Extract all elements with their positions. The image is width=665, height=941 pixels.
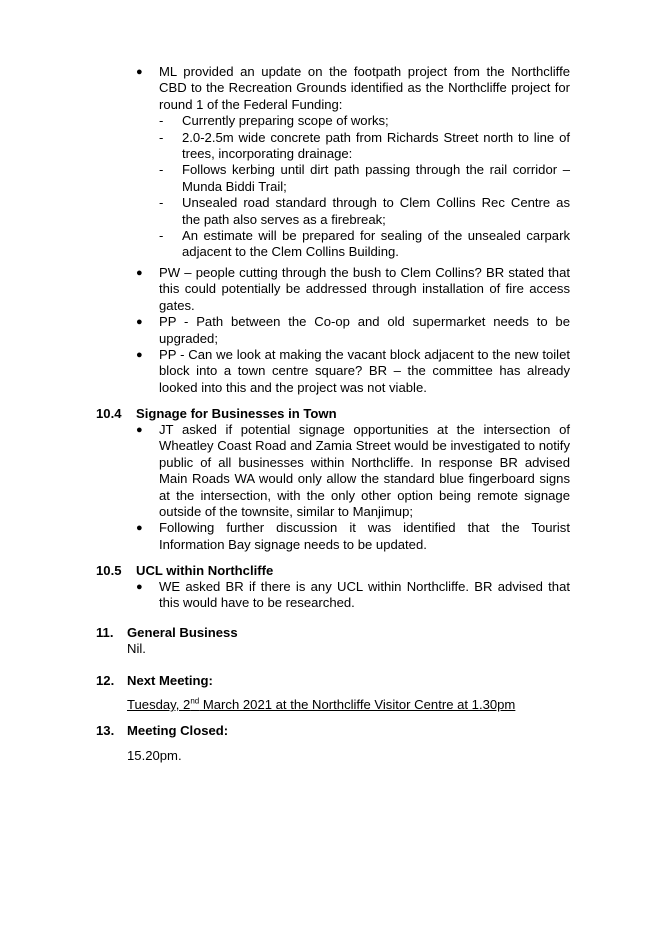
bullet-text: PW – people cutting through the bush to Clem Collins? BR stated that this could potentially be addressed through installation of fire access gates. (159, 265, 570, 313)
section-10-4-bullets (136, 422, 570, 553)
discussion-bullets (136, 265, 570, 396)
bullet-text: WE asked BR if there is any UCL within Northcliffe. BR advised that this would have to be researched. (159, 579, 570, 611)
section-number: 10.4 (96, 406, 122, 421)
section-10-5-heading (96, 563, 273, 579)
dash-item: - Unsealed road standard through to Clem Collins Rec Centre as the path also serves as a firebreak; (159, 195, 570, 227)
bullet-text: Following further discussion it was identified that the Tourist Information Bay signage needs to be updated. (159, 520, 570, 552)
dash-item: - Currently preparing scope of works; (159, 113, 389, 129)
dash-item: - 2.0-2.5m wide concrete path from Richards Street north to line of trees, incorporating drainage: (159, 129, 570, 162)
date-rest: March 2021 at the Northcliffe Visitor Centre at 1.30pm (199, 697, 516, 712)
section-12-heading (96, 673, 213, 689)
footpath-intro: ML provided an update on the footpath project from the Northcliffe CBD to the Recreation Grounds identified as the Northcliffe project for round 1 of the Federal Funding: (159, 64, 570, 112)
bullet-marker: ● (136, 66, 143, 78)
footpath-dash-list (158, 113, 570, 261)
bullet-marker: ● (136, 349, 143, 362)
bullet-text: PP - Path between the Co-op and old supermarket needs to be upgraded; (159, 314, 570, 346)
section-11-heading (96, 625, 238, 641)
section-number: 10.5 (96, 563, 122, 578)
section-number: 12. (96, 673, 115, 688)
section-title: General Business (127, 625, 238, 640)
bullet-text: PP - Can we look at making the vacant block adjacent to the new toilet block into a town centre square? BR – the committee has already looked into this and the project was not viable. (159, 347, 570, 395)
dash-item: - Follows kerbing until dirt path passing through the rail corridor – Munda Biddi Trail; (159, 162, 570, 194)
bullet-marker: ● (136, 522, 143, 535)
section-10-5-bullets (136, 579, 570, 612)
section-title: UCL within Northcliffe (136, 563, 274, 578)
section-title: Next Meeting: (127, 673, 213, 688)
next-meeting-details (127, 697, 515, 713)
section-13-body: 15.20pm. (127, 748, 182, 763)
date-text: Tuesday, 2 (127, 697, 191, 712)
bullet-marker: ● (136, 267, 143, 279)
date-ordinal: nd (190, 696, 200, 706)
dash-item: - An estimate will be prepared for sealing of the unsealed carpark adjacent to the Clem Collins Building. (159, 228, 570, 260)
section-title: Meeting Closed: (127, 723, 229, 738)
bullet-marker: ● (136, 424, 143, 436)
section-title: Signage for Businesses in Town (136, 406, 337, 421)
section-10-4-heading (96, 406, 337, 422)
bullet-marker: ● (136, 581, 143, 593)
footpath-bullet (136, 64, 570, 261)
section-number: 11. (96, 625, 114, 640)
bullet-marker: ● (136, 316, 143, 329)
section-13-heading (96, 723, 228, 739)
section-11-body: Nil. (127, 641, 146, 656)
bullet-text: JT asked if potential signage opportunities at the intersection of Wheatley Coast Road and Zamia Street would be investigated to notify public of all businesses within Northcliffe. In response BR advised Main Roads WA would only allow the standard blue fingerboard signs at the intersection, with the only other option being remote signage outside of the townsite, similar to Manjimup; (159, 422, 570, 520)
section-number: 13. (96, 723, 115, 738)
